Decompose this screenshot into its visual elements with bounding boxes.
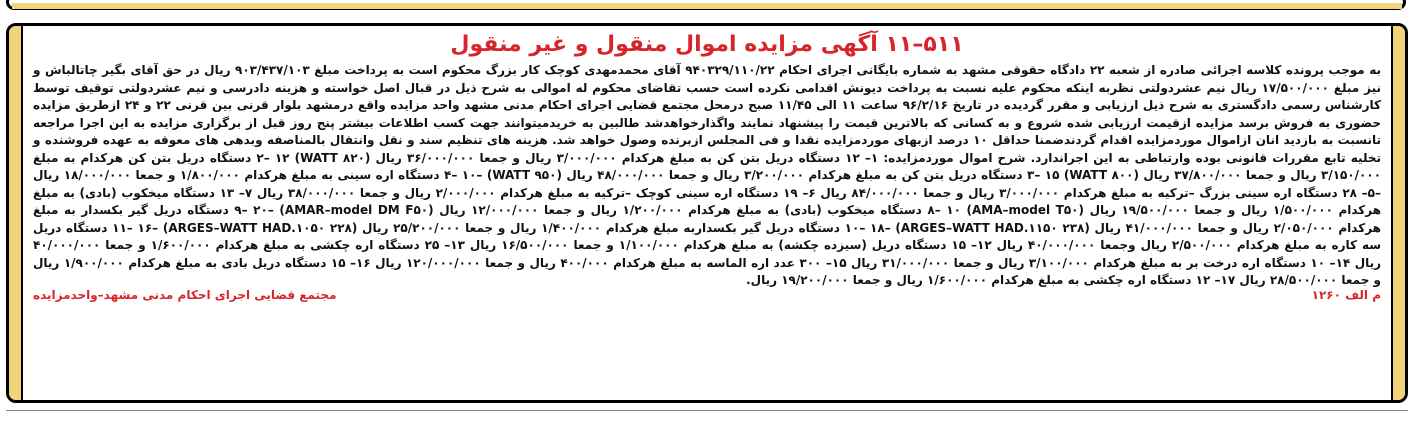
notice-title: ۵۱۱–۱۱ آگهی مزایده اموال منقول و غیر منقول: [450, 32, 964, 57]
decorative-side-bar-right: [1391, 26, 1405, 400]
notice-body: به موجب پرونده کلاسه اجرائی صادره از شعبه ۲۲ دادگاه حقوقی مشهد به شماره بایگانی اجرای احکام ۹۴۰۳۲۹/۱۱۰/۲۲ آقای محمدمهدی کوچک کار بزرگ محکوم است به پرداخت مبلغ ۹۰۳/۴۳۷/۱۰۳ ریال در حق آقای بگیر چاتالباش و نیز مبلغ ۱۷/۵۰۰/۰۰۰ ریال نیم عشردولتی نظربه اینکه محکوم علیه نسبت به پرداخت دیونش اقدامی نکرده است حسب تقاضای محکوم له اموالی به شرح ذیل در قبال اصل خواسته و هزینه دادرسی و نیم عشردولتی توقیف توسط کارشناس رسمی دادگستری به شرح ذیل ارزیابی و مقرر گردیده در تاریخ ۹۶/۲/۱۶ ساعت ۱۱ الی ۱۱/۴۵ صبح درمحل مجتمع قضایی اجرای احکام مدنی مشهد واحد مزایده واقع درمشهد بلوار قرنی بین قرنی ۲۲ و ۲۴ ازطریق مزایده حضوری به فروش برسد مزایده ازقیمت ارزیابی شده شروع و به کسانی که بالاترین قیمت را پیشنهاد نمایند واگذارخواهدشد طالبین به خریدمیتوانند جهت کسب اطلاعات بیشتر پنج روز قبل از برگزاری مزایده به این اجرا مراجعه تانسبت به بازدید انان ازاموال موردمزایده اقدام گردندضمنا حداقل ۱۰ درصد ازبهای موردمزایده نقدا و فی المجلس ازبرنده وصول خواهد شد. هزینه های تنظیم سند و نقل وانتقال بالمناصفه وبدهی های معوقه به عهده فروشنده و تخلیه تابع مقررات قانونی بوده وارتباطی به این اجراندارد. شرح اموال موردمزایده: ۱– ۱۲ دستگاه دریل بتن کن به مبلغ هرکدام ۳/۰۰۰/۰۰۰ ریال و جمعا ۳۶/۰۰۰/۰۰۰ ریال (WATT ۸۲۰) ۲– ۱۲ دستگاه دریل بتن کن هرکدام به مبلغ ۳/۱۵۰/۰۰۰ ریال و جمعا ۳۷/۸۰۰/۰۰۰ ریال (WATT ۸۰۰) ۳– ۱۵ دستگاه دریل بتن کن به مبلغ هرکدام ۳/۲۰۰/۰۰۰ ریال و جمعا ۴۸/۰۰۰/۰۰۰ ریال (WATT ۹۵۰) –۴– ۱۰ دستگاه اره سینی به مبلغ هرکدام ۱/۸۰۰/۰۰۰ و جمعا ۱۸/۰۰۰/۰۰۰ ریال –۵– ۲۸ دستگاه اره سینی بزرگ –ترکیه به مبلغ هرکدام ۳/۰۰۰/۰۰۰ ریال و جمعا ۸۴/۰۰۰/۰۰۰ ریال ۶– ۱۹ دستگاه اره سینی کوچک –ترکیه به مبلغ هرکدام ۲/۰۰۰/۰۰۰ ریال و جمعا ۳۸/۰۰۰/۰۰۰ ریال ۷– ۱۳ دستگاه میخکوب (بادی) به مبلغ هرکدام ۱/۵۰۰/۰۰۰ ریال و جمعا ۱۹/۵۰۰/۰۰۰ ریال (AMA–model T۵۰) ۸– ۱۰ دستگاه میخکوب (بادی) به مبلغ هرکدام ۱/۲۰۰/۰۰۰ ریال و جمعا ۱۲/۰۰۰/۰۰۰ ریال (AMAR–model DM F۵۰) –۹– ۲۰ دستگاه دریل گیر بکسدار به مبلغ هرکدام ۲/۰۵۰/۰۰۰ ریال و جمعا ۴۱/۰۰۰/۰۰۰ ریال (ARGES–WATT HAD.۱۱۵۰ ۲۳۸) –۱۰– ۱۸ دستگاه دریل گیر بکسداربه مبلغ هرکدام ۱/۴۰۰/۰۰۰ ریال و جمعا ۲۵/۲۰۰/۰۰۰ ریال (ARGES–WATT HAD.۱۰۵۰ ۲۲۸) –۱۱– ۱۶ دستگاه دریل سه کاره به مبلغ هرکدام ۲/۵۰۰/۰۰۰ ریال وجمعا ۴۰/۰۰۰/۰۰۰ ریال ۱۲– ۱۵ دستگاه دریل (سیزده چکشه) به مبلغ هرکدام ۱/۱۰۰/۰۰۰ و جمعا ۱۶/۵۰۰/۰۰۰ ریال ۱۳– ۲۵ دستگاه اره چکشی به مبلغ هرکدام ۱/۶۰۰/۰۰۰ و جمعا ۴۰/۰۰۰/۰۰۰ ریال ۱۴– ۱۰ دستگاه اره درخت بر به مبلغ هرکدام ۳/۱۰۰/۰۰۰ ریال و جمعا ۳۱/۰۰۰/۰۰۰ ریال ۱۵– ۳۰۰ عدد اره الماسه به مبلغ هرکدام ۴۰۰/۰۰۰ ریال و جمعا ۱۲۰/۰۰۰/۰۰۰ ریال ۱۶– ۱۵ دستگاه دریل بادی به مبلغ هرکدام ۱/۹۰۰/۰۰۰ ریال و جمعا ۲۸/۵۰۰/۰۰۰ ریال ۱۷– ۱۲ دستگاه اره چکشی به مبلغ هرکدام ۱/۶۰۰/۰۰۰ ریال و جمعا ۱۹/۲۰۰/۰۰۰ ریال.: [33, 63, 1382, 287]
notice-footer: [33, 288, 1381, 302]
notice-content: [33, 30, 1381, 394]
decorative-side-bar-left: [9, 26, 23, 400]
bottom-divider: [6, 410, 1408, 411]
previous-ad-stripe: [12, 3, 1402, 9]
notice-code: م الف ۱۲۶۰: [1311, 287, 1381, 302]
issuer-name: مجتمع قضایی اجرای احکام مدنی مشهد–واحدمزایده: [33, 287, 337, 302]
auction-notice-box: [6, 23, 1408, 403]
